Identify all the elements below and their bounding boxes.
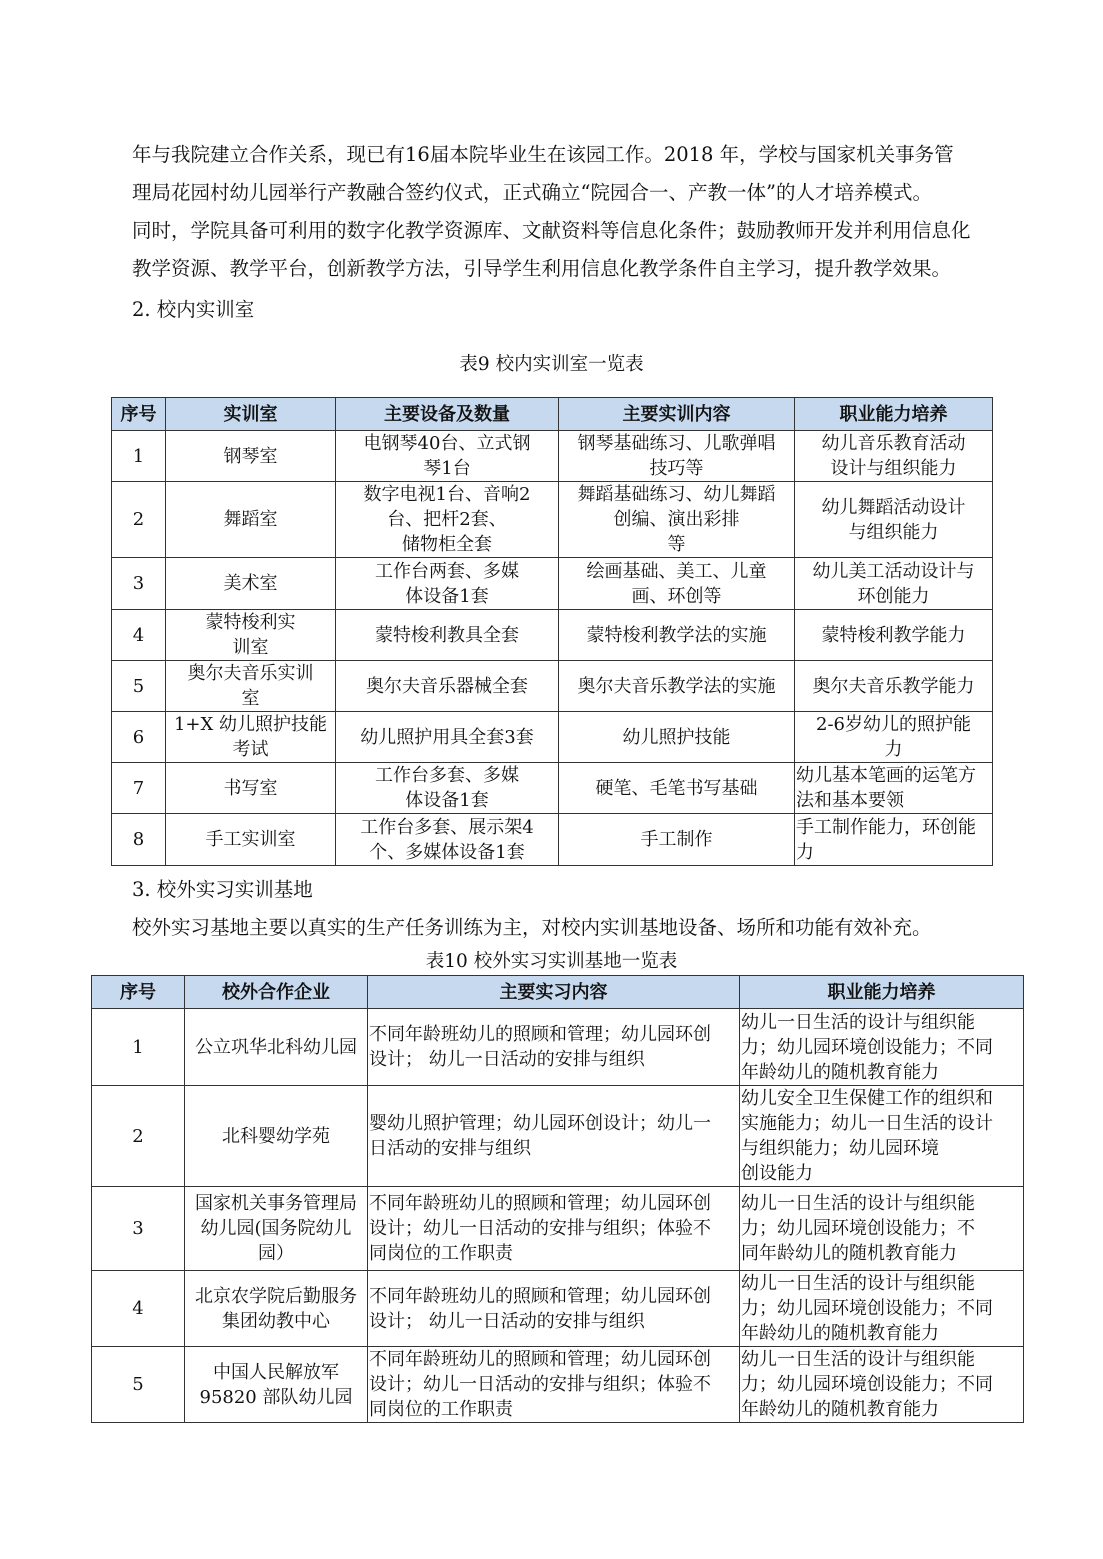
table9-header-row	[112, 398, 993, 431]
table10-cell: 幼儿一日生活的设计与组织能 力；幼儿园环境创设能力；不同 年龄幼儿的随机教育能力	[740, 1347, 1024, 1423]
table10-cell: 公立巩华北科幼儿园	[185, 1009, 368, 1086]
table9-caption: 表9 校内实训室一览表	[459, 354, 644, 375]
table10-cell: 不同年龄班幼儿的照顾和管理；幼儿园环创 设计； 幼儿一日活动的安排与组织	[368, 1271, 740, 1347]
table9-cell: 3	[112, 558, 166, 610]
table10-cell: 北京农学院后勤服务 集团幼教中心	[185, 1271, 368, 1347]
table9-training-rooms	[111, 397, 993, 866]
table9-header-cell: 序号	[112, 398, 166, 431]
table10-caption: 表10 校外实习实训基地一览表	[425, 951, 678, 972]
table9-cell: 数字电视1台、音响2 台、把杆2套、 储物柜全套	[336, 482, 559, 558]
table10-cell: 不同年龄班幼儿的照顾和管理；幼儿园环创 设计； 幼儿一日活动的安排与组织	[368, 1009, 740, 1086]
table10-cell: 北科婴幼学苑	[185, 1086, 368, 1187]
table10-header-cell: 校外合作企业	[185, 976, 368, 1009]
table9-cell: 奥尔夫音乐器械全套	[336, 661, 559, 712]
table9-row	[112, 482, 993, 558]
table9-cell: 工作台多套、展示架4 个、多媒体设备1套	[336, 814, 559, 866]
table10-cell: 幼儿一日生活的设计与组织能 力；幼儿园环境创设能力；不 同年龄幼儿的随机教育能力	[740, 1187, 1024, 1271]
intro-line-1: 年与我院建立合作关系，现已有16届本院毕业生在该园工作。2018 年，学校与国家机关事务管	[132, 143, 954, 166]
table9-cell: 钢琴室	[166, 431, 336, 482]
table9-cell: 2	[112, 482, 166, 558]
table9-cell: 幼儿舞蹈活动设计 与组织能力	[795, 482, 993, 558]
table10-cell: 不同年龄班幼儿的照顾和管理；幼儿园环创 设计；幼儿一日活动的安排与组织；体验不 同岗位的工作职责	[368, 1347, 740, 1423]
table9-cell: 蒙特梭利实 训室	[166, 610, 336, 661]
table9-cell: 蒙特梭利教学法的实施	[559, 610, 795, 661]
table9-cell: 2-6岁幼儿的照护能 力	[795, 712, 993, 763]
section3-heading: 3. 校外实习实训基地	[132, 878, 313, 901]
table9-cell: 手工制作	[559, 814, 795, 866]
table9-cell: 幼儿美工活动设计与 环创能力	[795, 558, 993, 610]
table9-cell: 1+X 幼儿照护技能 考试	[166, 712, 336, 763]
table10-cell: 5	[92, 1347, 185, 1423]
table9-header-cell: 实训室	[166, 398, 336, 431]
table10-header-row	[92, 976, 1024, 1009]
table10-cell: 2	[92, 1086, 185, 1187]
table9-row	[112, 763, 993, 814]
table9-cell: 舞蹈室	[166, 482, 336, 558]
table9-row	[112, 431, 993, 482]
table9-cell: 蒙特梭利教具全套	[336, 610, 559, 661]
table9-cell: 绘画基础、美工、儿童 画、环创等	[559, 558, 795, 610]
table10-cell: 4	[92, 1271, 185, 1347]
table9-header-cell: 主要设备及数量	[336, 398, 559, 431]
table9-cell: 美术室	[166, 558, 336, 610]
table10-cell: 1	[92, 1009, 185, 1086]
table10-row	[92, 1347, 1024, 1423]
table10-header-cell: 主要实习内容	[368, 976, 740, 1009]
table9-cell: 奥尔夫音乐教学能力	[795, 661, 993, 712]
table9-cell: 书写室	[166, 763, 336, 814]
table9-cell: 钢琴基础练习、儿歌弹唱 技巧等	[559, 431, 795, 482]
table10-row	[92, 1271, 1024, 1347]
table10-external-bases	[91, 975, 1024, 1423]
table9-row	[112, 712, 993, 763]
table10-cell: 婴幼儿照护管理；幼儿园环创设计；幼儿一 日活动的安排与组织	[368, 1086, 740, 1187]
table10-cell: 不同年龄班幼儿的照顾和管理；幼儿园环创 设计；幼儿一日活动的安排与组织；体验不 同岗位的工作职责	[368, 1187, 740, 1271]
table10-header-cell: 职业能力培养	[740, 976, 1024, 1009]
table9-cell: 6	[112, 712, 166, 763]
table9-cell: 幼儿基本笔画的运笔方 法和基本要领	[795, 763, 993, 814]
intro-line-4: 教学资源、教学平台，创新教学方法，引导学生利用信息化教学条件自主学习，提升教学效果。	[132, 257, 952, 280]
table9-cell: 幼儿照护用具全套3套	[336, 712, 559, 763]
section2-heading: 2. 校内实训室	[132, 298, 255, 321]
table9-cell: 奥尔夫音乐教学法的实施	[559, 661, 795, 712]
table10-cell: 幼儿一日生活的设计与组织能 力；幼儿园环境创设能力；不同 年龄幼儿的随机教育能力	[740, 1271, 1024, 1347]
table10-cell: 幼儿一日生活的设计与组织能 力；幼儿园环境创设能力；不同 年龄幼儿的随机教育能力	[740, 1009, 1024, 1086]
table10-cell: 中国人民解放军 95820 部队幼儿园	[185, 1347, 368, 1423]
table9-cell: 电钢琴40台、立式钢 琴1台	[336, 431, 559, 482]
table10-row	[92, 1187, 1024, 1271]
table9-cell: 硬笔、毛笔书写基础	[559, 763, 795, 814]
table9-cell: 7	[112, 763, 166, 814]
table9-cell: 手工实训室	[166, 814, 336, 866]
table10-cell: 国家机关事务管理局 幼儿园(国务院幼儿 园）	[185, 1187, 368, 1271]
table10-row	[92, 1009, 1024, 1086]
table9-cell: 蒙特梭利教学能力	[795, 610, 993, 661]
table9-cell: 幼儿音乐教育活动 设计与组织能力	[795, 431, 993, 482]
table9-cell: 幼儿照护技能	[559, 712, 795, 763]
table9-cell: 4	[112, 610, 166, 661]
table9-cell: 5	[112, 661, 166, 712]
section3-text: 校外实习基地主要以真实的生产任务训练为主，对校内实训基地设备、场所和功能有效补充。	[132, 916, 932, 939]
intro-line-2: 理局花园村幼儿园举行产教融合签约仪式，正式确立“院园合一、产教一体”的人才培养模式。	[132, 181, 932, 204]
table10-header-cell: 序号	[92, 976, 185, 1009]
table9-cell: 舞蹈基础练习、幼儿舞蹈 创编、演出彩排 等	[559, 482, 795, 558]
table10-cell: 3	[92, 1187, 185, 1271]
table9-cell: 8	[112, 814, 166, 866]
table10-row	[92, 1086, 1024, 1187]
table9-cell: 工作台两套、多媒 体设备1套	[336, 558, 559, 610]
table9-header-cell: 职业能力培养	[795, 398, 993, 431]
table9-cell: 工作台多套、多媒 体设备1套	[336, 763, 559, 814]
table9-cell: 手工制作能力，环创能 力	[795, 814, 993, 866]
table9-cell: 奥尔夫音乐实训 室	[166, 661, 336, 712]
table9-cell: 1	[112, 431, 166, 482]
table9-header-cell: 主要实训内容	[559, 398, 795, 431]
intro-line-3: 同时，学院具备可利用的数字化教学资源库、文献资料等信息化条件；鼓励教师开发并利用信息化	[132, 219, 971, 242]
table9-row	[112, 558, 993, 610]
table9-row	[112, 610, 993, 661]
table9-row	[112, 661, 993, 712]
table10-cell: 幼儿安全卫生保健工作的组织和 实施能力；幼儿一日生活的设计 与组织能力；幼儿园环境 创设能力	[740, 1086, 1024, 1187]
table9-row	[112, 814, 993, 866]
